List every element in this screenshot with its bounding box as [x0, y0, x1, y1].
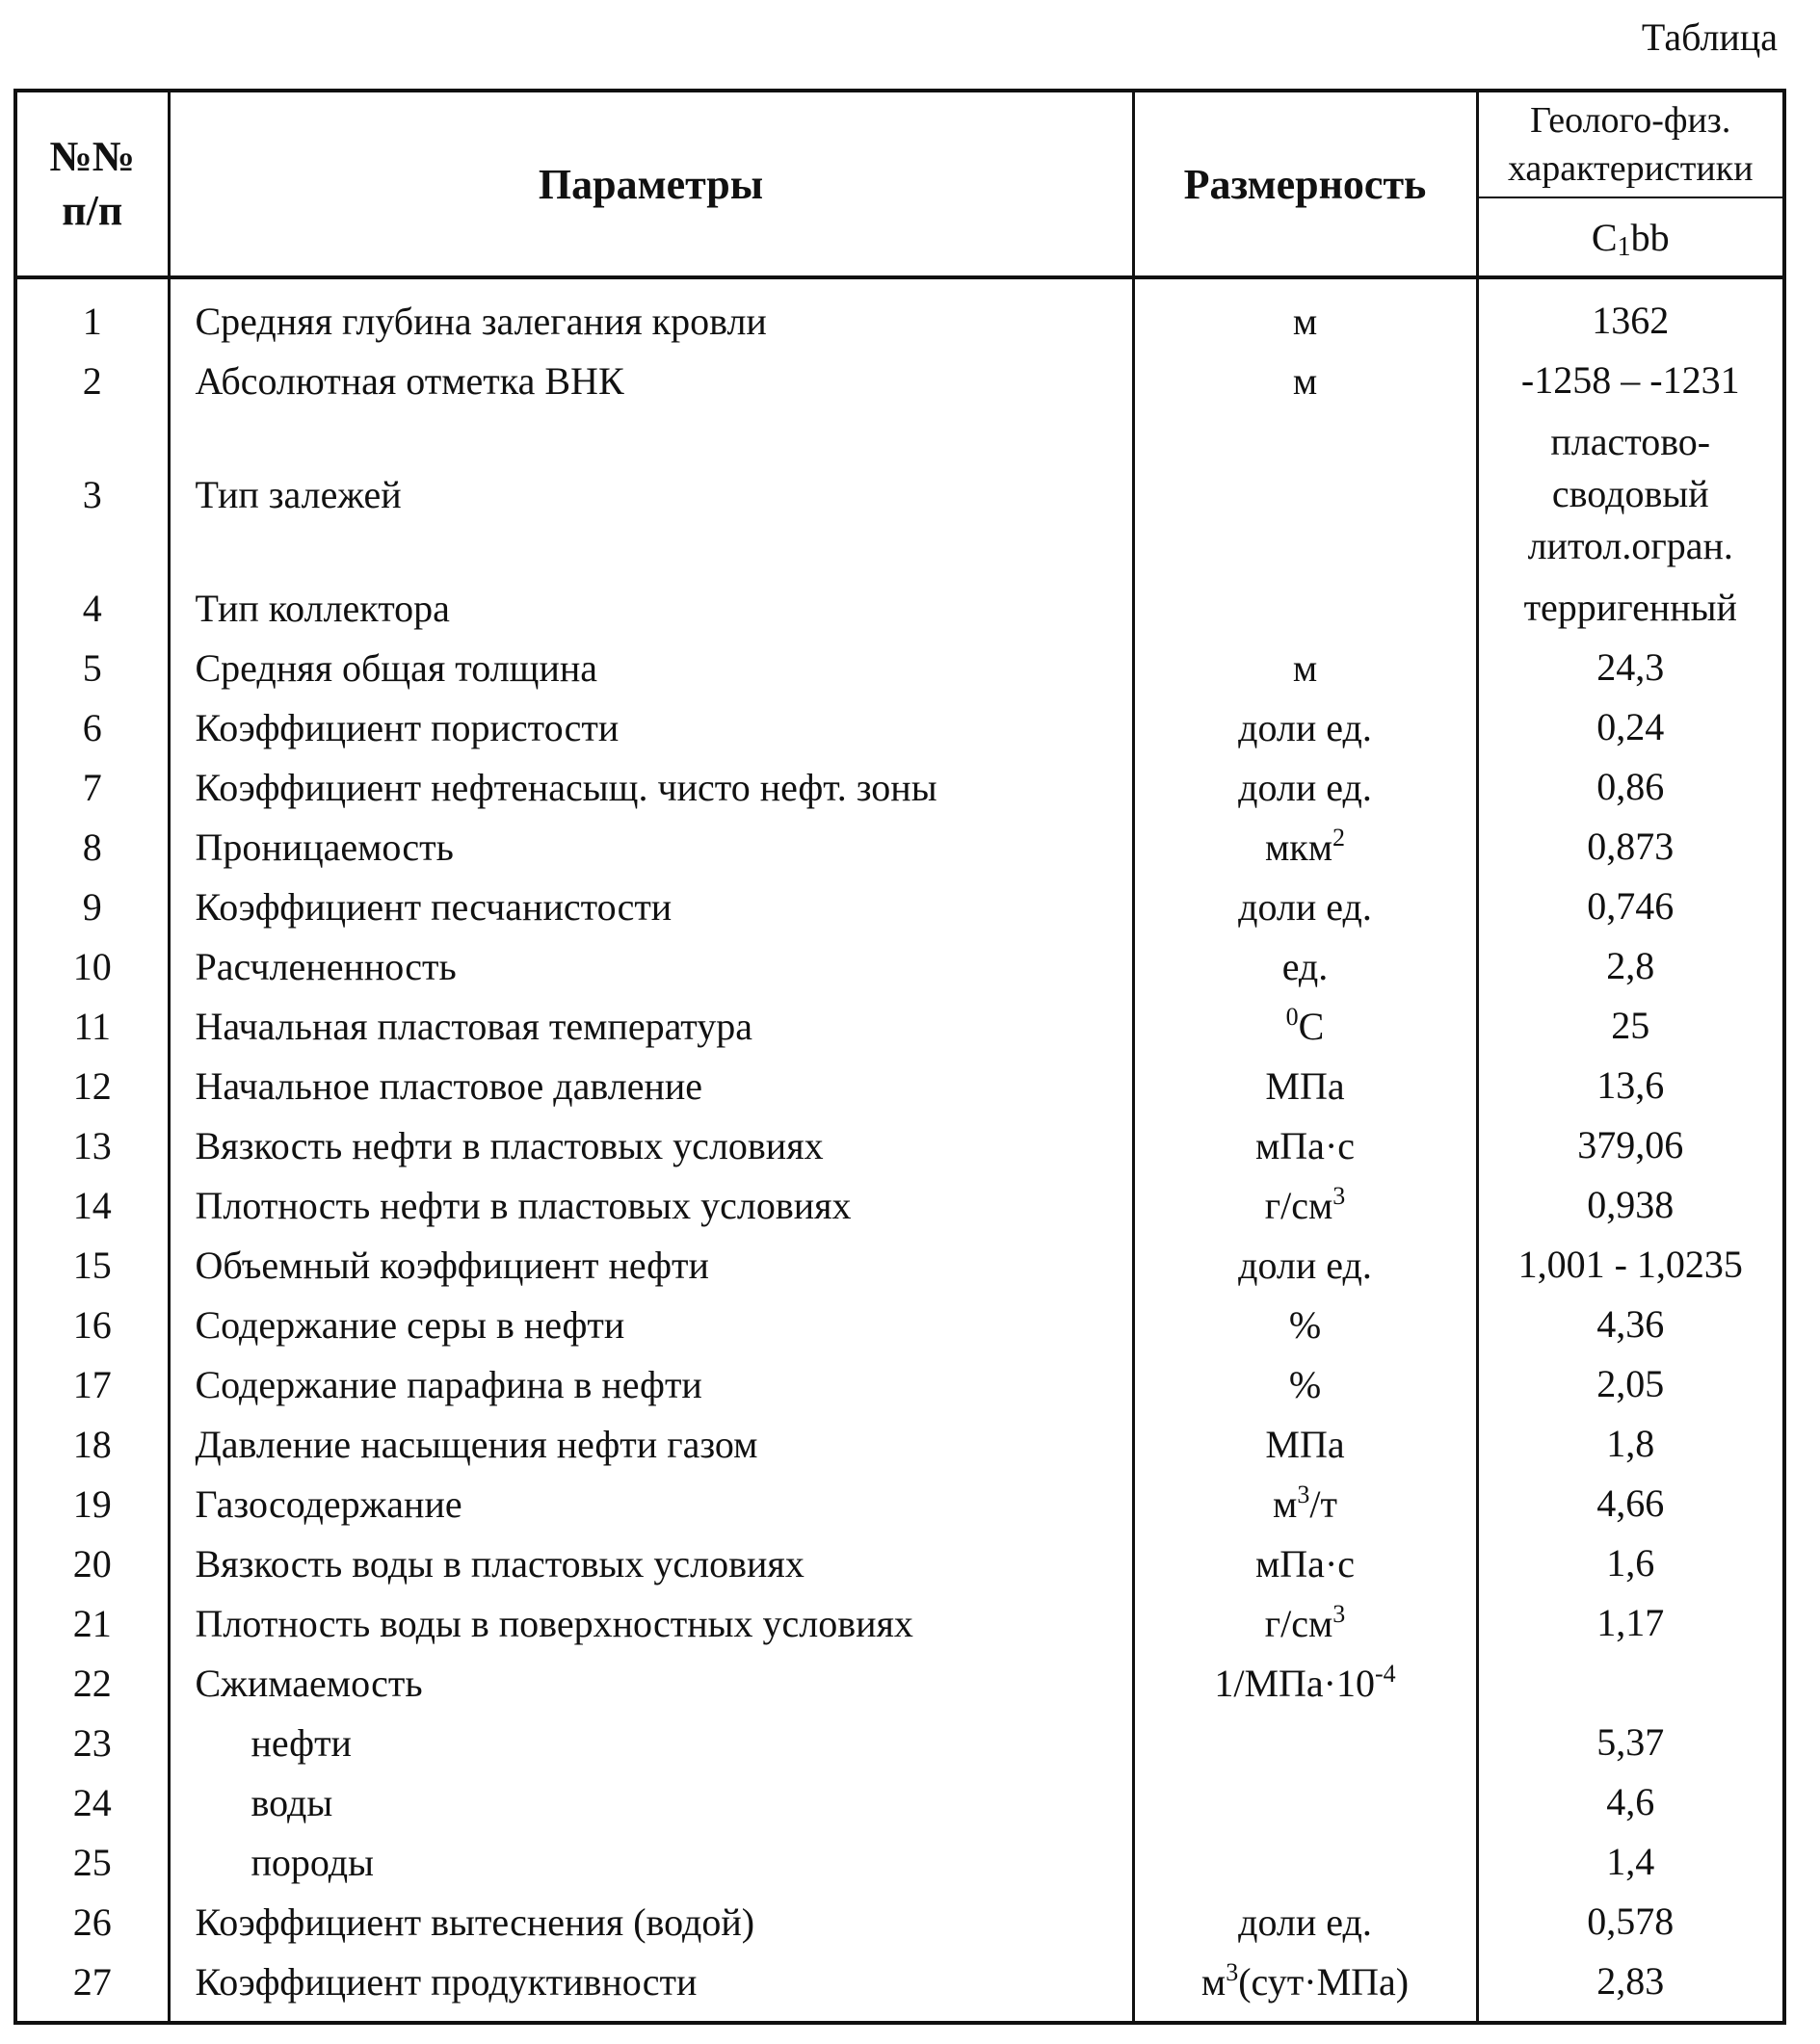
row-parameter: Плотность нефти в пластовых условиях [169, 1175, 1133, 1235]
row-parameter: Коэффициент продуктивности [169, 1952, 1133, 2021]
row-unit [1133, 1772, 1477, 1832]
header-number-label: №№ п/п [49, 133, 135, 234]
row-number: 9 [17, 877, 169, 936]
row-parameter: Начальное пластовое давление [169, 1056, 1133, 1115]
row-unit [1133, 996, 1477, 1056]
row-parameter: нефти [169, 1713, 1133, 1772]
unit-suffix: /т [1309, 1481, 1337, 1526]
unit-text: % [1288, 1362, 1322, 1406]
row-unit [1133, 1832, 1477, 1892]
row-unit [1133, 410, 1477, 578]
unit-text: мПа·с [1254, 1123, 1356, 1167]
table-row [17, 757, 1782, 817]
row-parameter: воды [169, 1772, 1133, 1832]
row-parameter: Плотность воды в поверхностных условиях [169, 1593, 1133, 1653]
row-parameter: Объемный коэффициент нефти [169, 1235, 1133, 1295]
table-row [17, 351, 1782, 410]
row-number: 23 [17, 1713, 169, 1772]
header-characteristics-label: Геолого-физ. характеристики [1507, 100, 1754, 189]
table-row [17, 1533, 1782, 1593]
header-parameters: Параметры [169, 92, 1133, 277]
row-number: 13 [17, 1115, 169, 1175]
unit-text: м [1292, 299, 1318, 343]
row-value: терригенный [1523, 586, 1737, 629]
horizon-subscript: 1 [1617, 231, 1631, 262]
row-parameter: Начальная пластовая температура [169, 996, 1133, 1056]
row-unit [1133, 638, 1477, 697]
table-row [17, 1056, 1782, 1115]
row-parameter: Тип коллектора [169, 578, 1133, 638]
horizon-suffix: bb [1630, 215, 1670, 259]
row-unit [1133, 757, 1477, 817]
row-value: 25 [1611, 1004, 1650, 1047]
table-row [17, 638, 1782, 697]
unit-text: м [1200, 1959, 1227, 2004]
unit-superscript: 3 [1297, 1480, 1310, 1508]
row-value: 2,8 [1606, 944, 1655, 987]
row-value: 5,37 [1596, 1720, 1665, 1764]
unit-superscript: -4 [1374, 1659, 1396, 1688]
unit-text: доли ед. [1238, 1243, 1372, 1287]
row-unit [1133, 1056, 1477, 1115]
unit-text: м [1273, 1481, 1298, 1526]
row-number: 12 [17, 1056, 169, 1115]
row-parameter: Коэффициент нефтенасыщ. чисто нефт. зоны [169, 757, 1133, 817]
row-parameter: Вязкость нефти в пластовых условиях [169, 1115, 1133, 1175]
row-value [1477, 1653, 1782, 1713]
unit-text: г/см [1264, 1183, 1333, 1227]
row-unit [1133, 1713, 1477, 1772]
row-number: 8 [17, 817, 169, 877]
table-row [17, 277, 1782, 351]
row-number: 5 [17, 638, 169, 697]
header-horizon [1477, 197, 1782, 277]
unit-suffix: (сут·МПа) [1238, 1959, 1410, 2004]
row-value: 0,86 [1596, 765, 1665, 808]
row-parameter: Коэффициент пористости [169, 697, 1133, 757]
row-number: 3 [17, 410, 169, 578]
table-row [17, 1474, 1782, 1533]
row-value: 4,66 [1596, 1481, 1665, 1525]
row-unit [1133, 1892, 1477, 1952]
row-number: 24 [17, 1772, 169, 1832]
row-number: 27 [17, 1952, 169, 2021]
row-number: 21 [17, 1593, 169, 1653]
row-number: 15 [17, 1235, 169, 1295]
row-unit [1133, 817, 1477, 877]
unit-superscript: 3 [1332, 1181, 1346, 1210]
unit-text: м [1292, 358, 1318, 403]
row-parameter: Средняя общая толщина [169, 638, 1133, 697]
row-unit [1133, 877, 1477, 936]
row-value [1477, 410, 1782, 578]
table-row [17, 1175, 1782, 1235]
unit-superscript: 3 [1226, 1957, 1239, 1986]
table-row [17, 697, 1782, 757]
unit-text: мПа·с [1254, 1541, 1356, 1585]
row-number: 7 [17, 757, 169, 817]
table-body [17, 277, 1782, 2021]
row-value: 4,6 [1606, 1780, 1655, 1823]
row-value: -1258 – -1231 [1520, 358, 1740, 402]
row-parameter: Содержание серы в нефти [169, 1295, 1133, 1354]
row-unit [1133, 351, 1477, 410]
row-value: 24,3 [1596, 645, 1665, 689]
row-value: 0,938 [1587, 1183, 1675, 1226]
table-row [17, 1235, 1782, 1295]
table-row [17, 1653, 1782, 1713]
row-unit [1133, 1235, 1477, 1295]
row-parameter: породы [169, 1832, 1133, 1892]
table-row [17, 1772, 1782, 1832]
table-row [17, 1295, 1782, 1354]
row-value: 1,8 [1606, 1422, 1655, 1465]
horizon-letter: C [1591, 215, 1618, 259]
table-row [17, 1354, 1782, 1414]
unit-text: 1/МПа·10 [1214, 1661, 1375, 1705]
unit-superscript: 2 [1332, 823, 1346, 852]
unit-text: мкм [1264, 825, 1333, 869]
unit-text: МПа [1265, 1063, 1345, 1108]
row-number: 4 [17, 578, 169, 638]
row-number: 10 [17, 936, 169, 996]
table-row [17, 578, 1782, 638]
row-unit [1133, 1115, 1477, 1175]
row-number: 18 [17, 1414, 169, 1474]
table-row [17, 817, 1782, 877]
row-parameter: Коэффициент песчанистости [169, 877, 1133, 936]
row-value: 4,36 [1596, 1302, 1665, 1346]
row-unit [1133, 578, 1477, 638]
row-parameter: Тип залежей [169, 410, 1133, 578]
row-number: 25 [17, 1832, 169, 1892]
unit-text: м [1292, 645, 1318, 690]
row-number: 11 [17, 996, 169, 1056]
unit-text: доли ед. [1238, 705, 1372, 749]
table-row [17, 1115, 1782, 1175]
row-number: 17 [17, 1354, 169, 1414]
row-unit [1133, 1474, 1477, 1533]
row-unit [1133, 1354, 1477, 1414]
row-parameter: Сжимаемость [169, 1653, 1133, 1713]
row-number: 20 [17, 1533, 169, 1593]
row-value: 13,6 [1596, 1063, 1665, 1107]
row-value: 1,4 [1606, 1840, 1655, 1883]
unit-text: доли ед. [1238, 884, 1372, 929]
row-parameter: Расчлененность [169, 936, 1133, 996]
row-unit [1133, 1295, 1477, 1354]
unit-superscript: 3 [1332, 1599, 1346, 1628]
table-row [17, 1713, 1782, 1772]
row-number: 14 [17, 1175, 169, 1235]
header-characteristics [1477, 92, 1782, 197]
table-row [17, 996, 1782, 1056]
row-value: 2,83 [1596, 1959, 1665, 2003]
row-parameter: Содержание парафина в нефти [169, 1354, 1133, 1414]
header-number [17, 92, 169, 277]
row-value-text: пластово- сводовый литол.огран. [1527, 420, 1733, 567]
row-value: 1,17 [1596, 1601, 1665, 1644]
row-unit [1133, 1593, 1477, 1653]
table-row [17, 877, 1782, 936]
row-value: 1362 [1592, 299, 1670, 342]
row-unit [1133, 1414, 1477, 1474]
table-row [17, 1952, 1782, 2021]
parameters-table [17, 92, 1782, 2021]
row-parameter: Абсолютная отметка ВНК [169, 351, 1133, 410]
row-value: 1,6 [1606, 1541, 1655, 1585]
unit-text: г/см [1264, 1601, 1333, 1645]
row-unit [1133, 277, 1477, 351]
unit-prefix-superscript: 0 [1285, 1002, 1299, 1031]
row-number: 2 [17, 351, 169, 410]
table-row [17, 1892, 1782, 1952]
row-value: 0,578 [1587, 1900, 1675, 1943]
row-parameter: Коэффициент вытеснения (водой) [169, 1892, 1133, 1952]
row-number: 22 [17, 1653, 169, 1713]
row-number: 19 [17, 1474, 169, 1533]
row-value: 0,873 [1587, 825, 1675, 868]
row-value: 379,06 [1577, 1123, 1684, 1166]
unit-text: ед. [1281, 944, 1329, 988]
unit-text: доли ед. [1238, 765, 1372, 809]
row-number: 26 [17, 1892, 169, 1952]
header-unit: Размерность [1133, 92, 1477, 277]
table-row [17, 1414, 1782, 1474]
unit-text: % [1288, 1302, 1322, 1347]
table-row [17, 1593, 1782, 1653]
row-unit [1133, 936, 1477, 996]
row-parameter: Вязкость воды в пластовых условиях [169, 1533, 1133, 1593]
table-row [17, 1832, 1782, 1892]
row-value: 0,24 [1596, 705, 1665, 748]
row-number: 1 [17, 277, 169, 351]
row-value: 0,746 [1587, 884, 1675, 928]
row-unit [1133, 1175, 1477, 1235]
unit-text: доли ед. [1238, 1900, 1372, 1944]
unit-text: МПа [1265, 1422, 1345, 1466]
row-parameter: Газосодержание [169, 1474, 1133, 1533]
row-parameter: Давление насыщения нефти газом [169, 1414, 1133, 1474]
row-parameter: Проницаемость [169, 817, 1133, 877]
row-unit [1133, 1952, 1477, 2021]
row-number: 6 [17, 697, 169, 757]
table-row [17, 936, 1782, 996]
row-parameter: Средняя глубина залегания кровли [169, 277, 1133, 351]
parameters-table-frame [13, 89, 1786, 2025]
row-unit [1133, 1653, 1477, 1713]
row-unit [1133, 1533, 1477, 1593]
unit-text: С [1298, 1004, 1325, 1048]
table-caption: Таблица [1641, 15, 1778, 59]
row-number: 16 [17, 1295, 169, 1354]
row-unit [1133, 697, 1477, 757]
row-value: 1,001 - 1,0235 [1517, 1243, 1743, 1286]
row-value: 2,05 [1596, 1362, 1665, 1405]
table-row [17, 410, 1782, 578]
